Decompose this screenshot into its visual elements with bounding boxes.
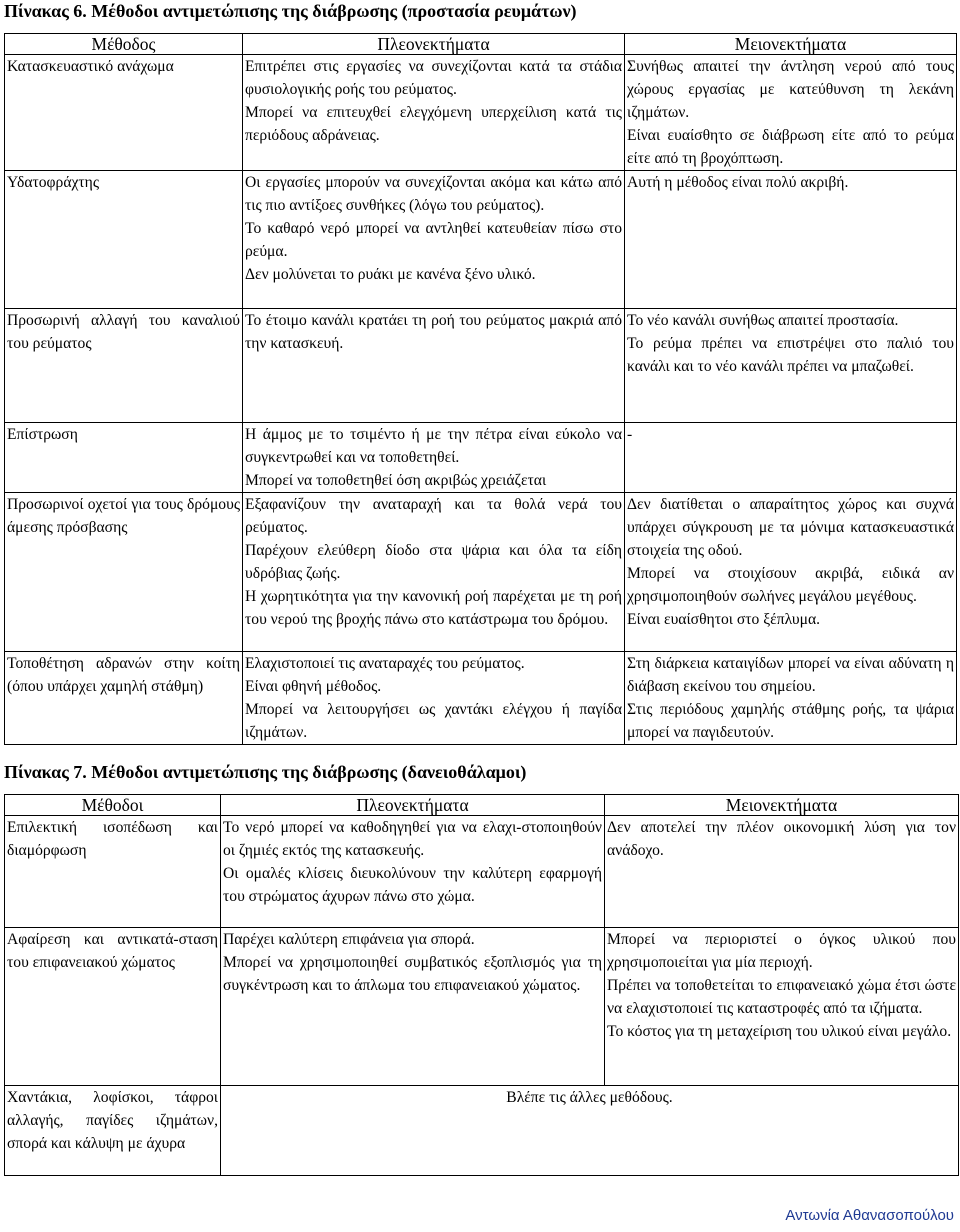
- cell-paragraph: Το κόστος για τη μεταχείριση του υλικού είναι μεγάλο.: [607, 1023, 952, 1040]
- table-row: [5, 1086, 959, 1176]
- cell-paragraph: Μπορεί να επιτευχθεί ελεγχόμενη υπερχείλιση κατά τις περιόδους αδράνειας.: [245, 104, 622, 144]
- column-header-disadvantages: Μειονεκτήματα: [625, 34, 957, 55]
- cell-paragraph: Μπορεί να στοιχίσουν ακριβά, ειδικά αν χρησιμοποιηθούν σωλήνες μεγάλου μεγέθους.: [627, 565, 954, 605]
- advantages-cell: [243, 55, 625, 171]
- method-cell: [5, 55, 243, 171]
- cell-paragraph: Οι εργασίες μπορούν να συνεχίζονται ακόμα και κάτω από τις πιο αντίξοες συνθήκες (λόγω του ρεύματος).: [245, 174, 622, 214]
- column-header-method: Μέθοδοι: [5, 795, 221, 816]
- disadvantages-cell: [625, 493, 957, 652]
- cell-paragraph: Στις περιόδους χαμηλής στάθμης ροής, τα ψάρια μπορεί να παγιδευτούν.: [627, 701, 954, 741]
- method-cell: [5, 171, 243, 309]
- cell-paragraph: -: [627, 426, 633, 443]
- advantages-cell: [243, 171, 625, 309]
- cell-paragraph: Είναι ευαίσθητοι στο ξέπλυμα.: [627, 611, 821, 628]
- table-6-caption: Πίνακας 6. Μέθοδοι αντιμετώπισης της διάβρωσης (προστασία ρευμάτων): [4, 1, 577, 21]
- author-signature: Αντωνία Αθανασοπούλου: [785, 1207, 954, 1224]
- method-cell: [5, 493, 243, 652]
- cell-paragraph: Αφαίρεση και αντικατά-σταση του επιφανειακού χώματος: [7, 931, 218, 971]
- cell-paragraph: Επίστρωση: [7, 426, 78, 443]
- cell-paragraph: Η χωρητικότητα για την κανονική ροή παρέχεται με τη ροή του νερού της βροχής πάνω στο κατάστρωμα του δρόμου.: [245, 588, 622, 628]
- cell-paragraph: Το νερό μπορεί να καθοδηγηθεί για να ελαχι-στοποιηθούν οι ζημιές εκτός της κατασκευής.: [223, 819, 602, 859]
- table-row: [5, 423, 957, 493]
- advantages-cell: [243, 309, 625, 423]
- cell-paragraph: Εξαφανίζουν την αναταραχή και τα θολά νερά του ρεύματος.: [245, 496, 622, 536]
- method-cell: [5, 928, 221, 1086]
- cell-paragraph: Υδατοφράχτης: [7, 174, 100, 191]
- disadvantages-cell: [605, 816, 959, 928]
- table-row: [5, 55, 957, 171]
- cell-paragraph: Επιλεκτική ισοπέδωση και διαμόρφωση: [7, 819, 218, 859]
- cell-paragraph: Το ρεύμα πρέπει να επιστρέψει στο παλιό του κανάλι και το νέο κανάλι πρέπει να μπαζωθεί.: [627, 335, 954, 375]
- advantages-cell: [221, 816, 605, 928]
- column-header-advantages: Πλεονεκτήματα: [221, 795, 605, 816]
- method-cell: [5, 423, 243, 493]
- disadvantages-cell: [625, 55, 957, 171]
- table-6-body: [5, 55, 957, 745]
- method-cell: [5, 816, 221, 928]
- cell-paragraph: Είναι ευαίσθητο σε διάβρωση είτε από το ρεύμα είτε από τη βροχόπτωση.: [627, 127, 954, 167]
- table-6: [4, 33, 957, 745]
- table-row: [5, 493, 957, 652]
- advantages-cell: [243, 493, 625, 652]
- table-row: [5, 652, 957, 745]
- cell-paragraph: Δεν διατίθεται ο απαραίτητος χώρος και συχνά υπάρχει σύγκρουση με τα μόνιμα κατασκευαστικά στοιχεία της οδού.: [627, 496, 954, 559]
- method-cell: [5, 1086, 221, 1176]
- cell-paragraph: Επιτρέπει στις εργασίες να συνεχίζονται κατά τα στάδια φυσιολογικής ροής του ρεύματος.: [245, 58, 622, 98]
- cell-paragraph: Είναι φθηνή μέθοδος.: [245, 678, 382, 695]
- table-7-caption: Πίνακας 7. Μέθοδοι αντιμετώπισης της διάβρωσης (δανειοθάλαμοι): [4, 762, 527, 782]
- method-cell: [5, 652, 243, 745]
- cell-paragraph: Δεν μολύνεται το ρυάκι με κανένα ξένο υλικό.: [245, 266, 536, 283]
- cell-paragraph: Προσωρινοί οχετοί για τους δρόμους άμεσης πρόσβασης: [7, 496, 240, 536]
- cell-paragraph: Στη διάρκεια καταιγίδων μπορεί να είναι αδύνατη η διάβαση εκείνου του σημείου.: [627, 655, 954, 695]
- cell-paragraph: Συνήθως απαιτεί την άντληση νερού από τους χώρους εργασίας με κατεύθυνση τη λεκάνη ιζημάτων.: [627, 58, 954, 121]
- cell-paragraph: Δεν αποτελεί την πλέον οικονομική λύση για τον ανάδοχο.: [607, 819, 956, 859]
- cell-paragraph: Το καθαρό νερό μπορεί να αντληθεί κατευθείαν πίσω στο ρεύμα.: [245, 220, 622, 260]
- cell-paragraph: Αυτή η μέθοδος είναι πολύ ακριβή.: [627, 174, 849, 191]
- method-cell: [5, 309, 243, 423]
- disadvantages-cell: [625, 652, 957, 745]
- advantages-cell: [221, 928, 605, 1086]
- disadvantages-cell: [625, 171, 957, 309]
- cell-paragraph: Μπορεί να λειτουργήσει ως χαντάκι ελέγχου ή παγίδα ιζημάτων.: [245, 701, 622, 741]
- cell-paragraph: Παρέχουν ελεύθερη δίοδο στα ψάρια και όλα τα είδη υδρόβιας ζωής.: [245, 542, 622, 582]
- table-row: [5, 171, 957, 309]
- table-row: [5, 816, 959, 928]
- cell-paragraph: Μπορεί να περιοριστεί ο όγκος υλικού που χρησιμοποιείται για μία περιοχή.: [607, 931, 956, 971]
- disadvantages-cell: [625, 423, 957, 493]
- cell-paragraph: Το νέο κανάλι συνήθως απαιτεί προστασία.: [627, 312, 899, 329]
- column-header-method: Μέθοδος: [5, 34, 243, 55]
- cell-paragraph: Η άμμος με το τσιμέντο ή με την πέτρα είναι εύκολο να συγκεντρωθεί και να τοποθετηθεί.: [245, 426, 622, 466]
- cell-paragraph: Προσωρινή αλλαγή του καναλιού του ρεύματος: [7, 312, 240, 352]
- table-row: [5, 309, 957, 423]
- column-header-advantages: Πλεονεκτήματα: [243, 34, 625, 55]
- cell-paragraph: Παρέχει καλύτερη επιφάνεια για σπορά.: [223, 931, 475, 948]
- cell-paragraph: Πρέπει να τοποθετείται το επιφανειακό χώμα έτσι ώστε να ελαχιστοποιεί τις καταστροφές από τα ιζήματα.: [607, 977, 956, 1017]
- cell-paragraph: Τοποθέτηση αδρανών στην κοίτη (όπου υπάρχει χαμηλή στάθμη): [7, 655, 240, 695]
- cell-paragraph: Το έτοιμο κανάλι κρατάει τη ροή του ρεύματος μακριά από την κατασκευή.: [245, 312, 622, 352]
- see-also-cell: Βλέπε τις άλλες μεθόδους.: [221, 1086, 959, 1176]
- cell-paragraph: Χαντάκια, λοφίσκοι, τάφροι αλλαγής, παγίδες ιζημάτων, σπορά και κάλυψη με άχυρα: [7, 1089, 218, 1152]
- column-header-disadvantages: Μειονεκτήματα: [605, 795, 959, 816]
- cell-paragraph: Ελαχιστοποιεί τις αναταραχές του ρεύματος.: [245, 655, 525, 672]
- disadvantages-cell: [605, 928, 959, 1086]
- disadvantages-cell: [625, 309, 957, 423]
- table-row: [5, 928, 959, 1086]
- advantages-cell: [243, 652, 625, 745]
- cell-paragraph: Οι ομαλές κλίσεις διευκολύνουν την καλύτερη εφαρμογή του στρώματος άχυρων πάνω στο χώμα.: [223, 865, 602, 905]
- advantages-cell: [243, 423, 625, 493]
- cell-paragraph: Μπορεί να χρησιμοποιηθεί συμβατικός εξοπλισμός για τη συγκέντρωση και το άπλωμα του επιφανειακού χώματος.: [223, 954, 602, 994]
- cell-paragraph: Μπορεί να τοποθετηθεί όση ακριβώς χρειάζεται: [245, 472, 547, 489]
- table-7: [4, 794, 959, 1176]
- table-7-body: [5, 816, 959, 1176]
- cell-paragraph: Κατασκευαστικό ανάχωμα: [7, 58, 174, 75]
